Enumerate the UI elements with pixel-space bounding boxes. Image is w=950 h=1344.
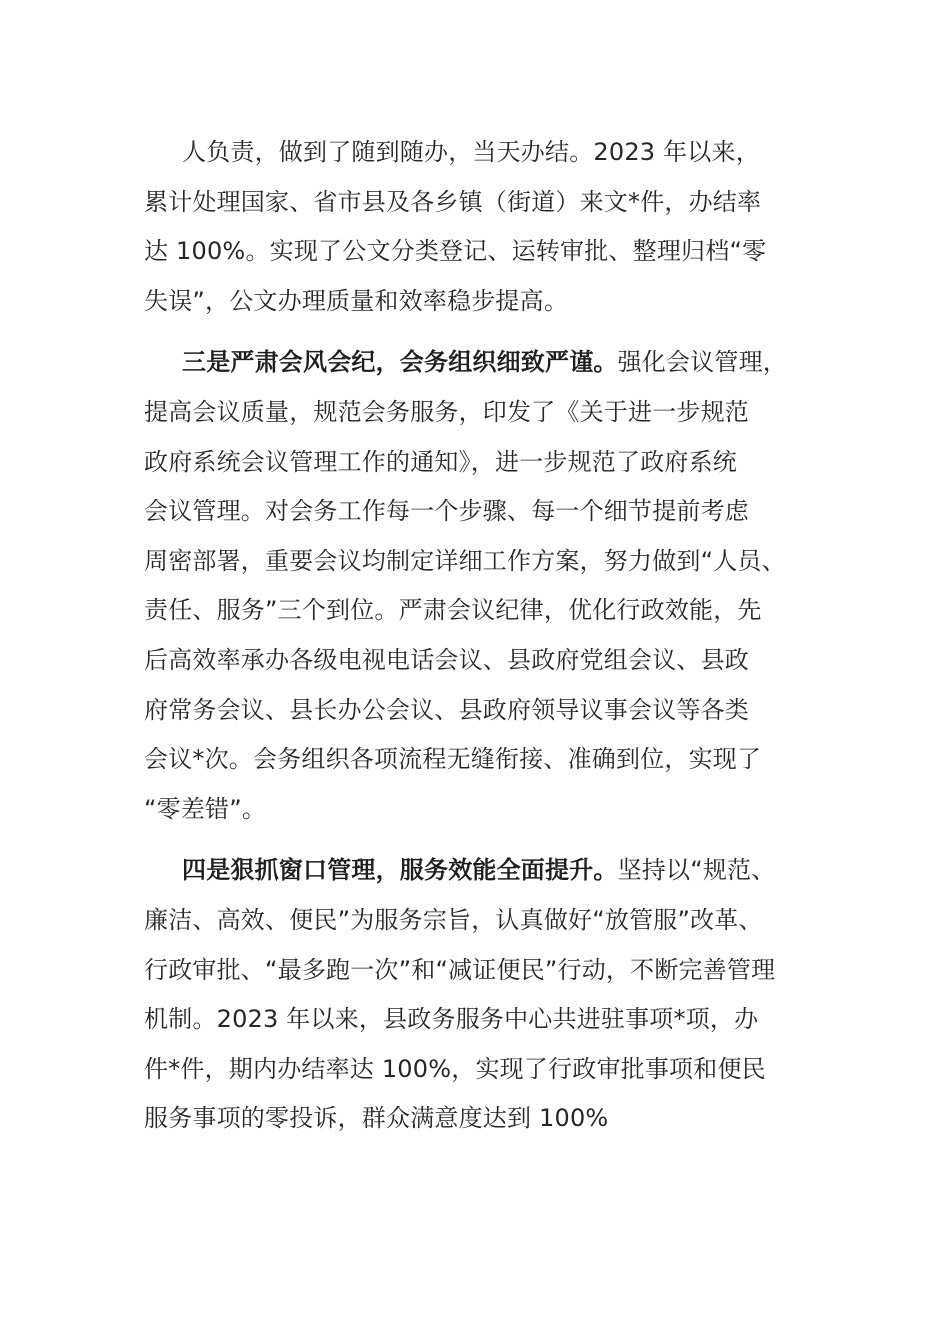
paragraph-heading: 四是狠抓窗口管理，服务效能全面提升。 [182, 856, 618, 885]
text-line: 失误”，公文办理质量和效率稳步提高。 [144, 286, 569, 315]
text-line: 周密部署，重要会议均制定详细工作方案，努力做到“人员、 [144, 546, 786, 575]
text-line: 累计处理国家、省市县及各乡镇（街道）来文*件，办结率 [144, 187, 762, 216]
text-line: 政府系统会议管理工作的通知》，进一步规范了政府系统 [144, 447, 737, 476]
paragraph-document-processing [144, 128, 834, 326]
text-line: 会议管理。对会务工作每一个步骤、每一个细节提前考虑 [144, 497, 749, 526]
text-line: 件*件，期内办结率达 100%，实现了行政审批事项和便民 [144, 1054, 766, 1083]
text-line: “零差错”。 [144, 794, 267, 823]
paragraph-heading: 三是严肃会风会纪，会务组织细致严谨。 [182, 348, 618, 377]
text-line: 府常务会议、县长办公会议、县政府领导议事会议等各类 [144, 695, 749, 724]
text-line [144, 338, 834, 388]
text-line: 达 100%。实现了公文分类登记、运转审批、整理归档“零 [144, 237, 767, 266]
paragraph-window-management [144, 846, 834, 1144]
paragraph-gap [144, 834, 834, 846]
paragraph-meeting-discipline [144, 338, 834, 834]
text-line: 机制。2023 年以来，县政务服务中心共进驻事项*项，办 [144, 1005, 759, 1034]
text-line: 人负责，做到了随到随办，当天办结。2023 年以来， [182, 138, 760, 166]
text-line: 提高会议质量，规范会务服务，印发了《关于进一步规范 [144, 397, 749, 426]
text-line: 服务事项的零投诉，群众满意度达到 100% [144, 1104, 609, 1133]
document-body [144, 128, 834, 1144]
text-line: 会议*次。会务组织各项流程无缝衔接、准确到位，实现了 [144, 745, 762, 774]
text-line: 行政审批、“最多跑一次”和“减证便民”行动，不断完善管理 [144, 955, 776, 984]
text-line: 廉洁、高效、便民”为服务宗旨，认真做好“放管服”改革、 [144, 905, 763, 934]
paragraph-gap [144, 326, 834, 338]
text-line [144, 846, 834, 896]
text-line: 后高效率承办各级电视电话会议、县政府党组会议、县政 [144, 645, 749, 674]
text-segment: 坚持以“规范、 [617, 856, 776, 885]
text-segment: 强化会议管理， [617, 348, 788, 377]
text-line: 责任、服务”三个到位。严肃会议纪律，优化行政效能，先 [144, 596, 762, 625]
